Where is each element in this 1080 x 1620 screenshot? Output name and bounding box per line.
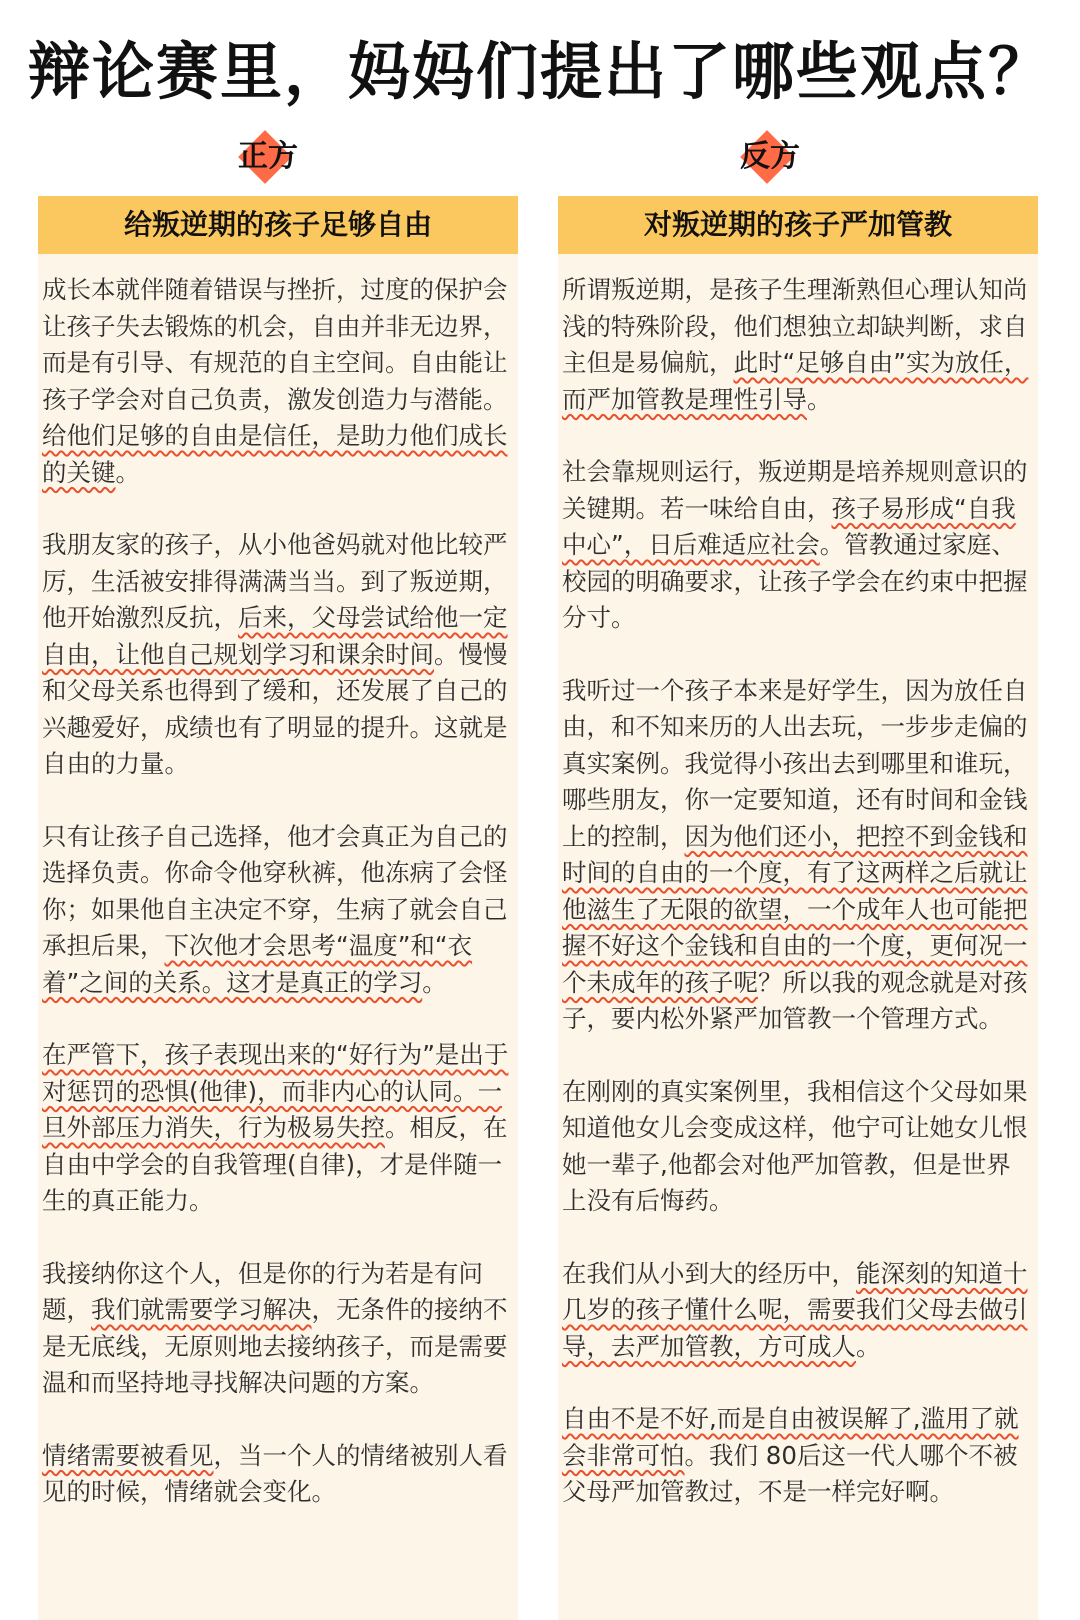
text-highlight: 在严管下，孩子表现出来的“好行为”是出于对惩罚的恐惧(他律)，而非内心的认同。一旦外部压力消失，行为极易失控 xyxy=(42,1040,509,1142)
text-plain: 。 xyxy=(856,1331,881,1361)
page-title: 辩论赛里，妈妈们提出了哪些观点？ xyxy=(27,35,1052,108)
text-plain: 。 xyxy=(422,967,447,997)
pro-column xyxy=(38,196,518,1620)
text-plain: 成长本就伴随着错误与挫折，过度的保护会让孩子失去锻炼的机会，自由并非无边界，而是有引导、有规范的自主空间。自由能让孩子学会对自己负责，激发创造力与潜能。 xyxy=(42,275,508,414)
con-paragraph-5 xyxy=(562,1256,1030,1366)
pro-paragraph-5 xyxy=(42,1256,510,1402)
text-plain: 。我们 80后这一代人哪个不被父母严加管教过，不是一样完好啊。 xyxy=(562,1440,1018,1506)
text-highlight: 因为他们还小，把控不到金钱和时间的自由的一个度，有了这两样之后就让他滋生了无限的欲望，一个成年人也可能把握不好这个金钱和自由的一个度，更何况一个未成年的孩子呢 xyxy=(562,821,1028,997)
pro-body xyxy=(38,254,518,1511)
pro-tag-label: 正方 xyxy=(238,139,298,174)
text-highlight: 我们就需要学习解决 xyxy=(91,1295,312,1324)
text-highlight: 给他们足够的自由是信任，是助力他们成长的关键 xyxy=(42,421,508,487)
text-plain: 只有让孩子自己选择，他才会真正为自己的选择负责。你命令他穿秋裤，他冻病了会怪你；如果他自主决定不穿，生病了就会自己承担后果， xyxy=(42,821,508,960)
text-plain: ，无条件的接纳不是无底线，无原则地去接纳孩子，而是需要温和而坚持地寻找解决问题的方案。 xyxy=(42,1295,508,1397)
pro-paragraph-2 xyxy=(42,527,510,783)
text-plain: 我接纳你这个人，但是你的行为若是有问题， xyxy=(42,1258,483,1324)
con-paragraph-3 xyxy=(562,673,1030,1038)
pro-paragraph-6 xyxy=(42,1438,510,1511)
con-side-tag xyxy=(728,136,812,178)
pro-paragraph-3 xyxy=(42,819,510,1002)
text-plain: ？所以我的观念就是对孩子，要内松外紧严加管教一个管理方式。 xyxy=(562,967,1028,1033)
con-column xyxy=(558,196,1038,1620)
text-plain: 。 xyxy=(807,384,832,414)
text-plain: 社会靠规则运行，叛逆期是培养规则意识的关键期。若一味给自由， xyxy=(562,457,1028,523)
pro-paragraph-4 xyxy=(42,1037,510,1220)
text-highlight: 自由不是不好,而是自由被误解了,滥用了就会非常可怕 xyxy=(562,1404,1019,1470)
text-plain: 所谓叛逆期，是孩子生理渐熟但心理认知尚浅的特殊阶段，他们想独立却缺判断，求自主但是易偏航， xyxy=(562,275,1028,377)
con-paragraph-4 xyxy=(562,1074,1030,1220)
text-plain: 在刚刚的真实案例里，我相信这个父母如果知道他女儿会变成这样，他宁可让她女儿恨她一辈子,他都会对他严加管教，但是世界上没有后悔药。 xyxy=(562,1076,1028,1215)
pro-paragraph-1 xyxy=(42,272,510,491)
con-heading: 对叛逆期的孩子严加管教 xyxy=(558,196,1038,254)
text-plain: 我朋友家的孩子，从小他爸妈就对他比较严厉，生活被安排得满满当当。到了叛逆期，他开始激烈反抗， xyxy=(42,530,508,632)
text-highlight: 能深刻的知道十几岁的孩子懂什么呢，需要我们父母去做引导，去严加管教，方可成人 xyxy=(562,1258,1028,1361)
pro-side-tag xyxy=(226,136,310,178)
text-plain: 我听过一个孩子本来是好学生，因为放任自由，和不知来历的人出去玩，一步步走偏的真实案例。我觉得小孩出去到哪里和谁玩，哪些朋友，你一定要知道，还有时间和金钱上的控制， xyxy=(562,675,1028,851)
text-plain: 。管教通过家庭、校园的明确要求，让孩子学会在约束中把握分寸。 xyxy=(562,530,1028,632)
text-plain: 。慢慢和父母关系也得到了缓和，还发展了自己的兴趣爱好，成绩也有了明显的提升。这就是自由的力量。 xyxy=(42,639,508,778)
text-highlight: 此时“足够自由”实为放任，而严加管教是理性引导 xyxy=(562,348,1029,414)
con-body xyxy=(558,254,1038,1511)
con-paragraph-2 xyxy=(562,454,1030,637)
text-plain: 。 xyxy=(115,457,140,487)
text-highlight: 情绪需要被看见 xyxy=(42,1440,214,1470)
text-plain: 。相反，在自由中学会的自我管理(自律)，才是伴随一生的真正能力。 xyxy=(42,1113,508,1215)
pro-heading: 给叛逆期的孩子足够自由 xyxy=(38,196,518,254)
text-highlight: 孩子易形成“自我中心”，日后难适应社会 xyxy=(562,493,1016,559)
text-plain: ，当一个人的情绪被别人看见的时候，情绪就会变化。 xyxy=(42,1440,508,1506)
con-paragraph-1 xyxy=(562,272,1030,418)
text-highlight: 后来，父母尝试给他一定自由，让他自己规划学习和课余时间 xyxy=(42,603,508,669)
text-plain: 在我们从小到大的经历中， xyxy=(562,1258,856,1288)
con-paragraph-6 xyxy=(562,1401,1030,1511)
con-tag-label: 反方 xyxy=(740,139,800,174)
text-highlight: 下次他才会思考“温度”和“衣着”之间的关系。这才是真正的学习 xyxy=(42,931,473,997)
